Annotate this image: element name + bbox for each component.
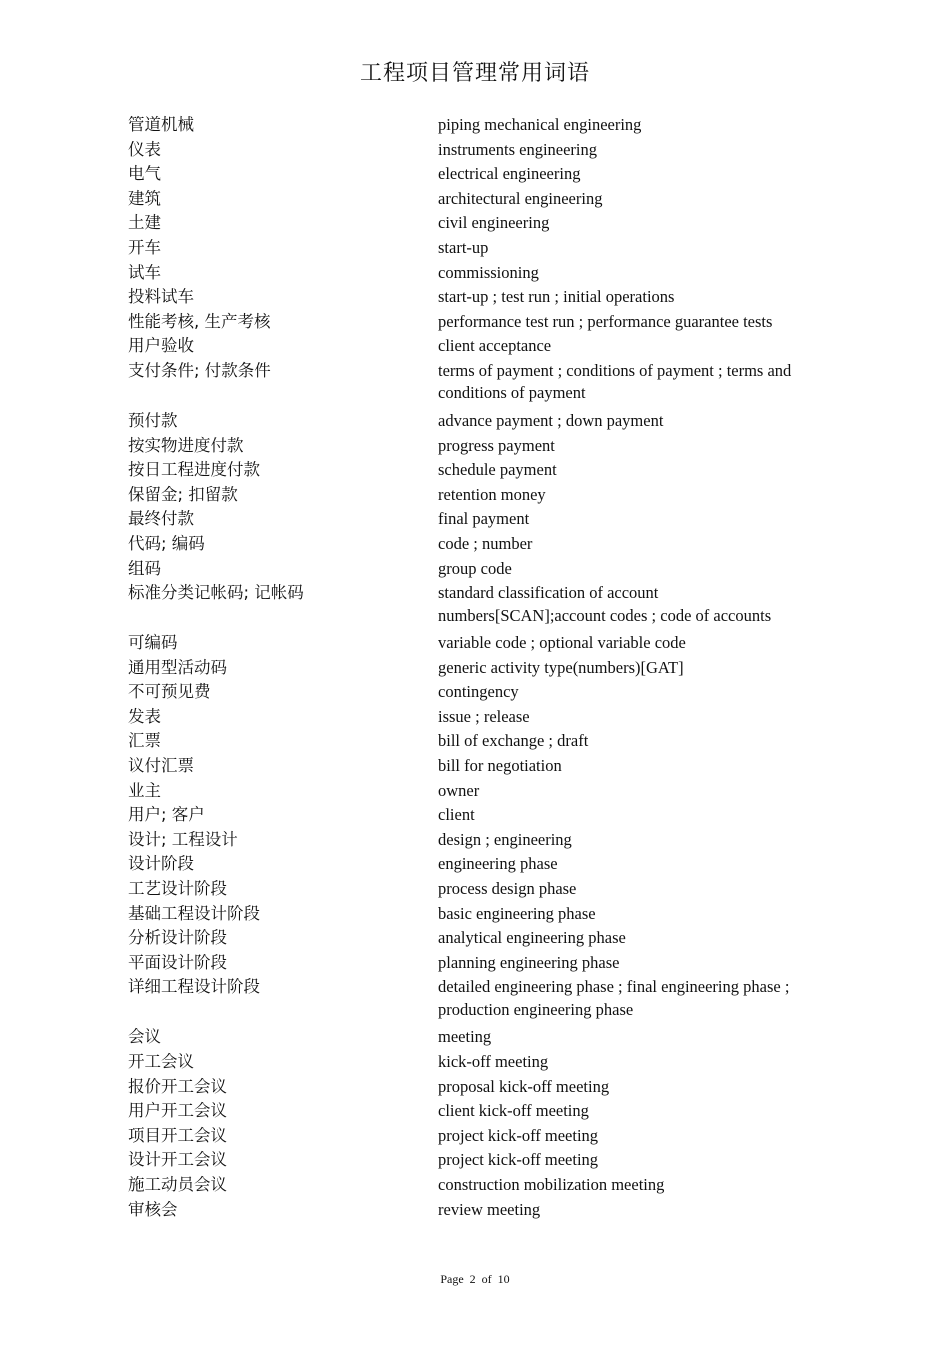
page-number: Page 2 of 10 xyxy=(440,1272,510,1286)
glossary-row xyxy=(128,975,808,1025)
glossary-row xyxy=(128,434,808,459)
english-term: schedule payment xyxy=(438,460,557,480)
chinese-term: 工艺设计阶段 xyxy=(128,879,227,899)
chinese-term: 会议 xyxy=(128,1027,161,1047)
chinese-term: 用户开工会议 xyxy=(128,1101,227,1121)
chinese-term: 项目开工会议 xyxy=(128,1125,227,1145)
chinese-term: 电气 xyxy=(128,164,161,184)
english-term: kick-off meeting xyxy=(438,1052,549,1071)
chinese-term: 组码 xyxy=(128,558,161,578)
chinese-term: 试车 xyxy=(128,262,161,282)
glossary-row xyxy=(128,532,808,557)
glossary-row xyxy=(128,631,808,656)
english-term: electrical engineering xyxy=(438,164,581,184)
glossary-row xyxy=(128,1075,808,1100)
english-term: issue ; release xyxy=(438,706,530,726)
chinese-term: 按实物进度付款 xyxy=(128,435,244,455)
chinese-term: 审核会 xyxy=(128,1199,178,1219)
chinese-term: 可编码 xyxy=(128,633,178,653)
english-term: planning engineering phase xyxy=(438,952,620,972)
chinese-term: 详细工程设计阶段 xyxy=(128,977,260,997)
chinese-term: 开车 xyxy=(128,237,161,257)
chinese-term: 通用型活动码 xyxy=(128,657,227,677)
chinese-term: 设计开工会议 xyxy=(128,1150,227,1170)
english-term: generic activity type(numbers)[GAT] xyxy=(438,657,684,677)
english-term: proposal kick-off meeting xyxy=(438,1076,610,1096)
english-term: start-up ; test run ; initial operations xyxy=(438,287,675,307)
glossary-row xyxy=(128,113,808,138)
english-term: engineering phase xyxy=(438,854,558,874)
chinese-term: 支付条件; 付款条件 xyxy=(128,360,271,380)
glossary-row xyxy=(128,926,808,951)
glossary-row xyxy=(128,902,808,927)
english-term: architectural engineering xyxy=(438,188,603,208)
english-term: review meeting xyxy=(438,1199,541,1219)
glossary-row xyxy=(128,705,808,730)
chinese-term: 用户验收 xyxy=(128,336,194,356)
chinese-term: 平面设计阶段 xyxy=(128,952,227,972)
glossary-row xyxy=(128,236,808,261)
english-term: advance payment ; down payment xyxy=(438,410,664,430)
chinese-term: 分析设计阶段 xyxy=(128,928,227,948)
chinese-term: 土建 xyxy=(128,213,161,233)
glossary-row xyxy=(128,359,808,409)
chinese-term: 发表 xyxy=(128,706,161,726)
glossary-row xyxy=(128,877,808,902)
glossary-row xyxy=(128,557,808,582)
glossary-row xyxy=(128,852,808,877)
english-term: commissioning xyxy=(438,262,539,282)
english-term: bill for negotiation xyxy=(438,756,562,776)
chinese-term: 设计阶段 xyxy=(128,854,194,874)
english-term: design ; engineering xyxy=(438,829,572,849)
glossary-row xyxy=(128,458,808,483)
chinese-term: 最终付款 xyxy=(128,509,194,529)
glossary-row xyxy=(128,803,808,828)
glossary-row xyxy=(128,1025,808,1050)
glossary-row xyxy=(128,779,808,804)
glossary-row xyxy=(128,1198,808,1223)
english-term: civil engineering xyxy=(438,213,550,233)
glossary-table xyxy=(128,113,808,1222)
english-term: contingency xyxy=(438,682,519,702)
english-term: client kick-off meeting xyxy=(438,1101,589,1121)
glossary-row xyxy=(128,680,808,705)
chinese-term: 开工会议 xyxy=(128,1052,194,1071)
english-term: group code xyxy=(438,558,512,578)
english-term: retention money xyxy=(438,484,546,504)
page-title: 工程项目管理常用词语 xyxy=(359,61,590,86)
chinese-term: 不可预见费 xyxy=(128,682,211,702)
glossary-row xyxy=(128,162,808,187)
chinese-term: 保留金; 扣留款 xyxy=(128,484,238,504)
chinese-term: 汇票 xyxy=(128,731,161,751)
glossary-row xyxy=(128,754,808,779)
chinese-term: 用户; 客户 xyxy=(128,805,205,825)
english-term: client acceptance xyxy=(438,336,552,356)
english-term: terms of payment ; conditions of payment ; terms and conditions of payment xyxy=(438,360,792,403)
english-term: progress payment xyxy=(438,435,555,455)
glossary-row xyxy=(128,211,808,236)
english-term: performance test run ; performance guarantee tests xyxy=(438,311,773,331)
glossary-row xyxy=(128,1173,808,1198)
chinese-term: 业主 xyxy=(128,780,161,800)
english-term: bill of exchange ; draft xyxy=(438,731,589,751)
english-term: final payment xyxy=(438,509,530,529)
chinese-term: 标准分类记帐码; 记帐码 xyxy=(128,583,304,603)
english-term: construction mobilization meeting xyxy=(438,1174,665,1194)
glossary-row xyxy=(128,1148,808,1173)
english-term: code ; number xyxy=(438,533,533,553)
english-term: variable code ; optional variable code xyxy=(438,633,686,653)
english-term: owner xyxy=(438,780,480,800)
chinese-term: 设计; 工程设计 xyxy=(128,829,238,849)
glossary-row xyxy=(128,951,808,976)
chinese-term: 管道机械 xyxy=(128,115,194,134)
chinese-term: 施工动员会议 xyxy=(128,1174,227,1194)
glossary-row xyxy=(128,409,808,434)
chinese-term: 投料试车 xyxy=(128,287,194,307)
english-term: analytical engineering phase xyxy=(438,928,626,948)
chinese-term: 性能考核, 生产考核 xyxy=(128,311,271,331)
english-term: standard classification of account numbers[SCAN];account codes ; code of accounts xyxy=(438,583,772,625)
chinese-term: 议付汇票 xyxy=(128,756,194,776)
chinese-term: 按日工程进度付款 xyxy=(128,460,260,480)
glossary-row xyxy=(128,310,808,335)
chinese-term: 报价开工会议 xyxy=(128,1076,227,1096)
chinese-term: 基础工程设计阶段 xyxy=(128,903,260,923)
english-term: start-up xyxy=(438,237,489,257)
english-term: project kick-off meeting xyxy=(438,1125,599,1145)
chinese-term: 建筑 xyxy=(128,188,161,208)
glossary-row xyxy=(128,507,808,532)
glossary-row xyxy=(128,729,808,754)
glossary-row xyxy=(128,334,808,359)
english-term: client xyxy=(438,805,475,825)
english-term: process design phase xyxy=(438,879,577,899)
glossary-row xyxy=(128,581,808,631)
english-term: detailed engineering phase ; final engineering phase ; production engineering phase xyxy=(438,977,790,1019)
chinese-term: 代码; 编码 xyxy=(128,533,205,553)
glossary-row xyxy=(128,828,808,853)
english-term: instruments engineering xyxy=(438,139,598,159)
glossary-row xyxy=(128,483,808,508)
english-term: basic engineering phase xyxy=(438,903,596,923)
glossary-row xyxy=(128,138,808,163)
chinese-term: 仪表 xyxy=(128,139,161,159)
chinese-term: 预付款 xyxy=(128,410,178,430)
glossary-row xyxy=(128,1099,808,1124)
glossary-row xyxy=(128,656,808,681)
glossary-row xyxy=(128,187,808,212)
glossary-row xyxy=(128,1050,808,1075)
english-term: meeting xyxy=(438,1027,492,1047)
glossary-row xyxy=(128,1124,808,1149)
glossary-row xyxy=(128,261,808,286)
english-term: piping mechanical engineering xyxy=(438,115,642,134)
english-term: project kick-off meeting xyxy=(438,1150,599,1170)
glossary-row xyxy=(128,285,808,310)
